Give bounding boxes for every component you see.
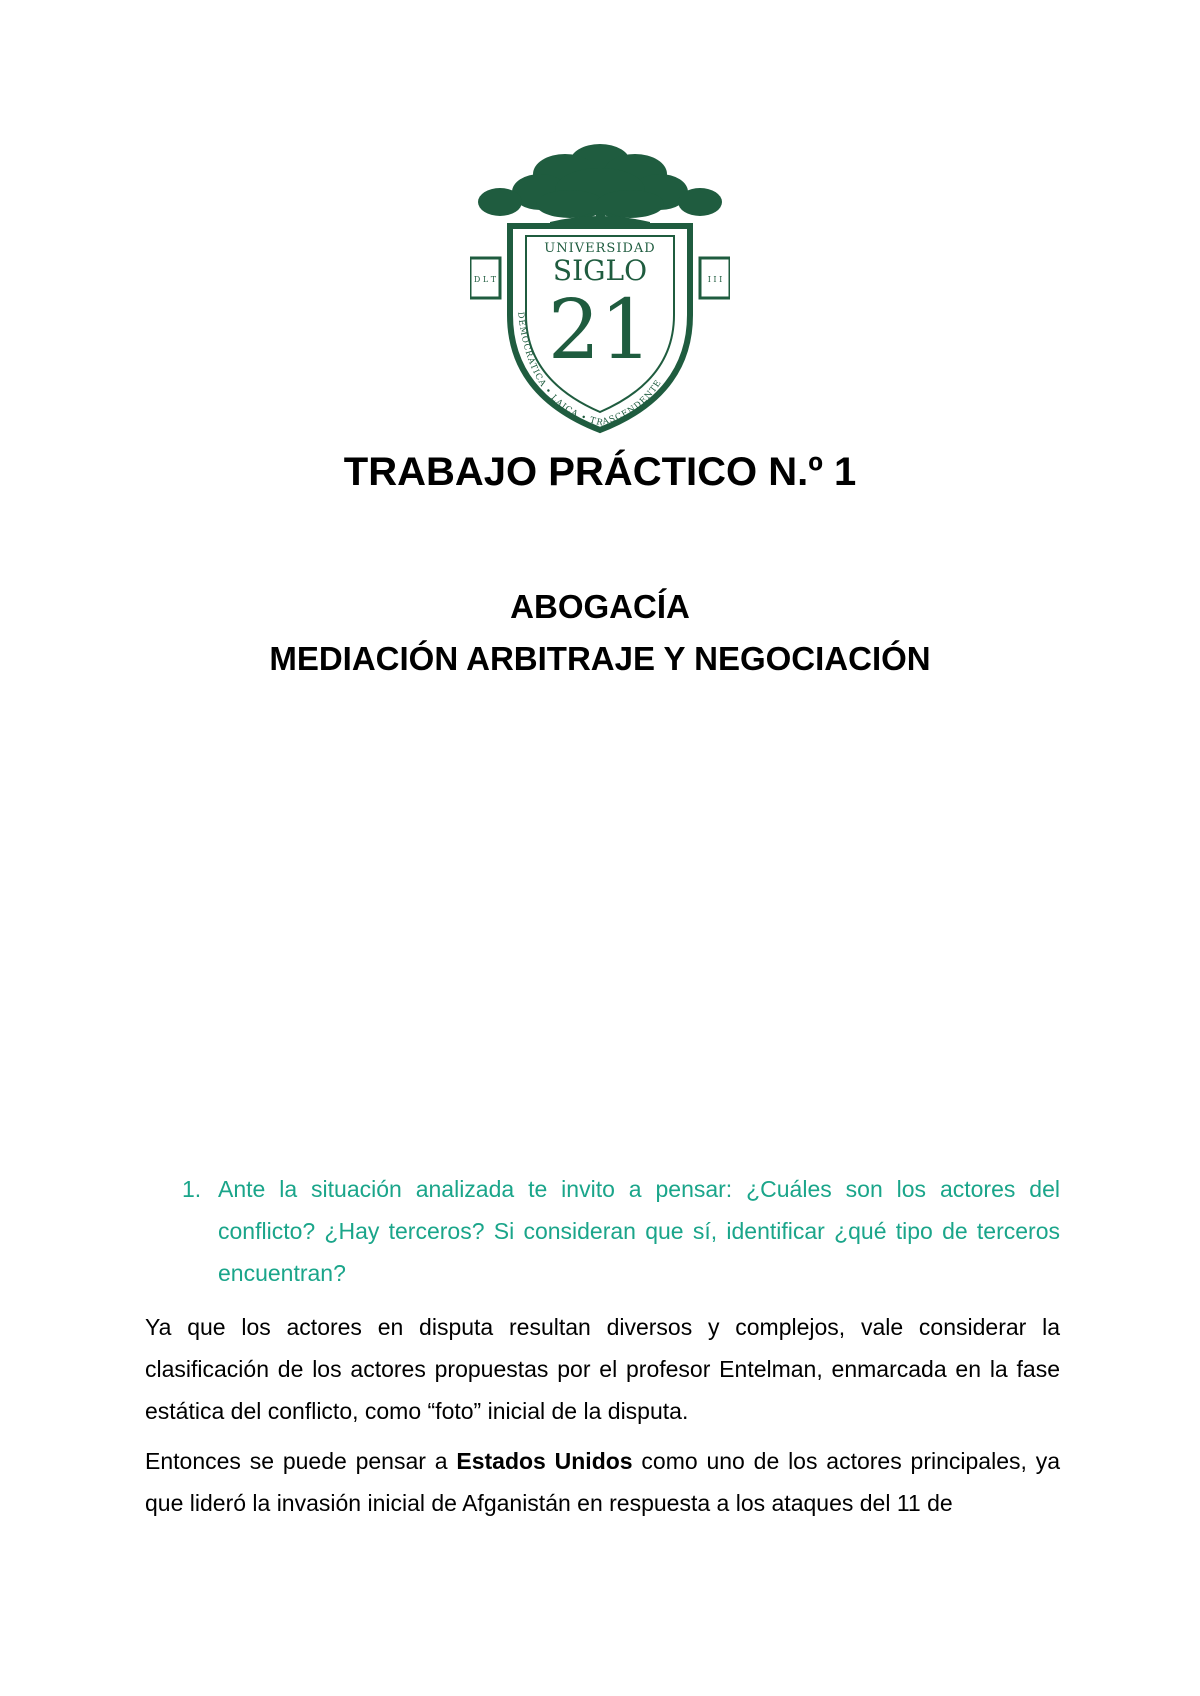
- logo-university-word: UNIVERSIDAD: [544, 241, 656, 256]
- paragraph-united-states: [145, 1440, 1060, 1524]
- paragraph-actors-classification: Ya que los actores en disputa resultan diversos y complejos, vale considerar la clasificación de los actores propuestas por el profesor Entelman, enmarcada en la fase estática del conflicto, como “foto” inicial de la disputa.: [145, 1314, 1060, 1424]
- paragraph-text-before: Entonces se puede pensar a: [145, 1448, 457, 1474]
- logo-motto: DEMOCRÁTICA • LAICA • TRASCENDENTE: [515, 311, 665, 429]
- paragraph-text-after: como uno de los actores principales, ya que lideró la invasión inicial de Afganistán en respuesta a los ataques del 11 de: [145, 1448, 1060, 1516]
- tree-canopy: [478, 144, 722, 228]
- logo-name: SIGLO: [552, 254, 648, 287]
- question-text: Ante la situación analizada te invito a pensar: ¿Cuáles son los actores del conflicto? ¿Hay terceros? Si consideran que sí, identificar ¿qué tipo de terceros encuentran?: [218, 1176, 1060, 1286]
- right-panel-text: I I I: [707, 275, 723, 284]
- subject-heading: MEDIACIÓN ARBITRAJE Y NEGOCIACIÓN: [269, 640, 931, 677]
- document-title: TRABAJO PRÁCTICO N.º 1: [343, 450, 857, 494]
- bold-term-estados-unidos: Estados Unidos: [456, 1448, 633, 1474]
- university-logo: [470, 140, 730, 435]
- left-panel-text: D L T: [473, 275, 497, 284]
- career-heading: ABOGACÍA: [510, 588, 690, 625]
- question-item: [182, 1168, 1060, 1294]
- logo-number: 21: [547, 283, 653, 378]
- question-number: 1.: [182, 1176, 202, 1202]
